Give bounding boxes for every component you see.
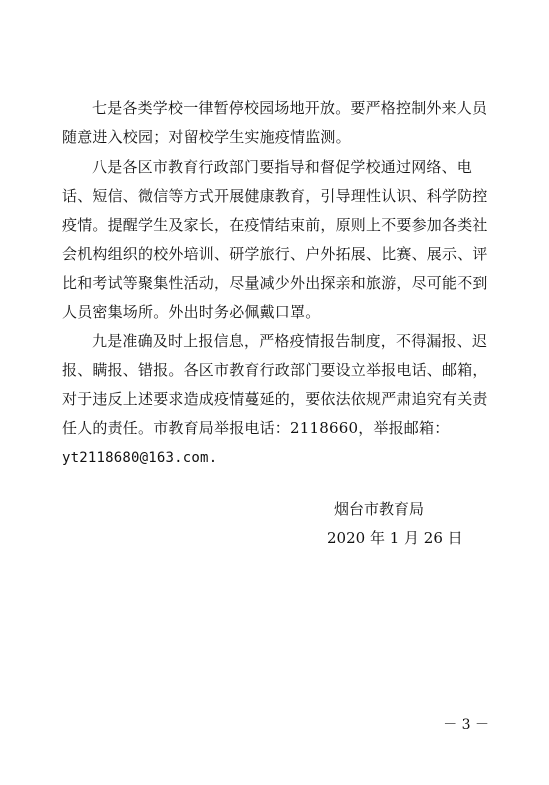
paragraph-7-line-2: 随意进入校园；对留校学生实施疫情监测。 <box>62 128 351 146</box>
signature-date: 2020 年 1 月 26 日 <box>327 529 463 547</box>
paragraph-9-line-4: 任人的责任。市教育局举报电话：2118660，举报邮箱： <box>62 419 450 437</box>
paragraph-9-line-1: 九是准确及时上报信息，严格疫情报告制度，不得漏报、迟 <box>92 332 488 350</box>
paragraph-9-line-5-email: yt2118680@163.com. <box>62 450 218 466</box>
paragraph-8-line-1: 八是各区市教育行政部门要指导和督促学校通过网络、电 <box>92 158 473 176</box>
paragraph-8-line-6: 人员密集场所。外出时务必佩戴口罩。 <box>62 303 321 321</box>
page-number: － 3 － <box>443 717 489 733</box>
paragraph-8-line-3: 疫情。提醒学生及家长，在疫情结束前，原则上不要参加各类社 <box>62 216 488 234</box>
paragraph-8-line-2: 话、短信、微信等方式开展健康教育，引导理性认识、科学防控 <box>62 187 488 205</box>
paragraph-7-line-1: 七是各类学校一律暂停校园场地开放。要严格控制外来人员 <box>92 99 488 117</box>
paragraph-9-line-2: 报、瞒报、错报。各区市教育行政部门要设立举报电话、邮箱， <box>62 361 488 379</box>
paragraph-8-line-4: 会机构组织的校外培训、研学旅行、户外拓展、比赛、展示、评 <box>62 245 488 263</box>
paragraph-9-line-3: 对于违反上述要求造成疫情蔓延的，要依法依规严肃追究有关责 <box>62 390 488 408</box>
signature-organization: 烟台市教育局 <box>334 500 425 518</box>
paragraph-8-line-5: 比和考试等聚集性活动，尽量减少外出探亲和旅游，尽可能不到 <box>62 274 488 292</box>
